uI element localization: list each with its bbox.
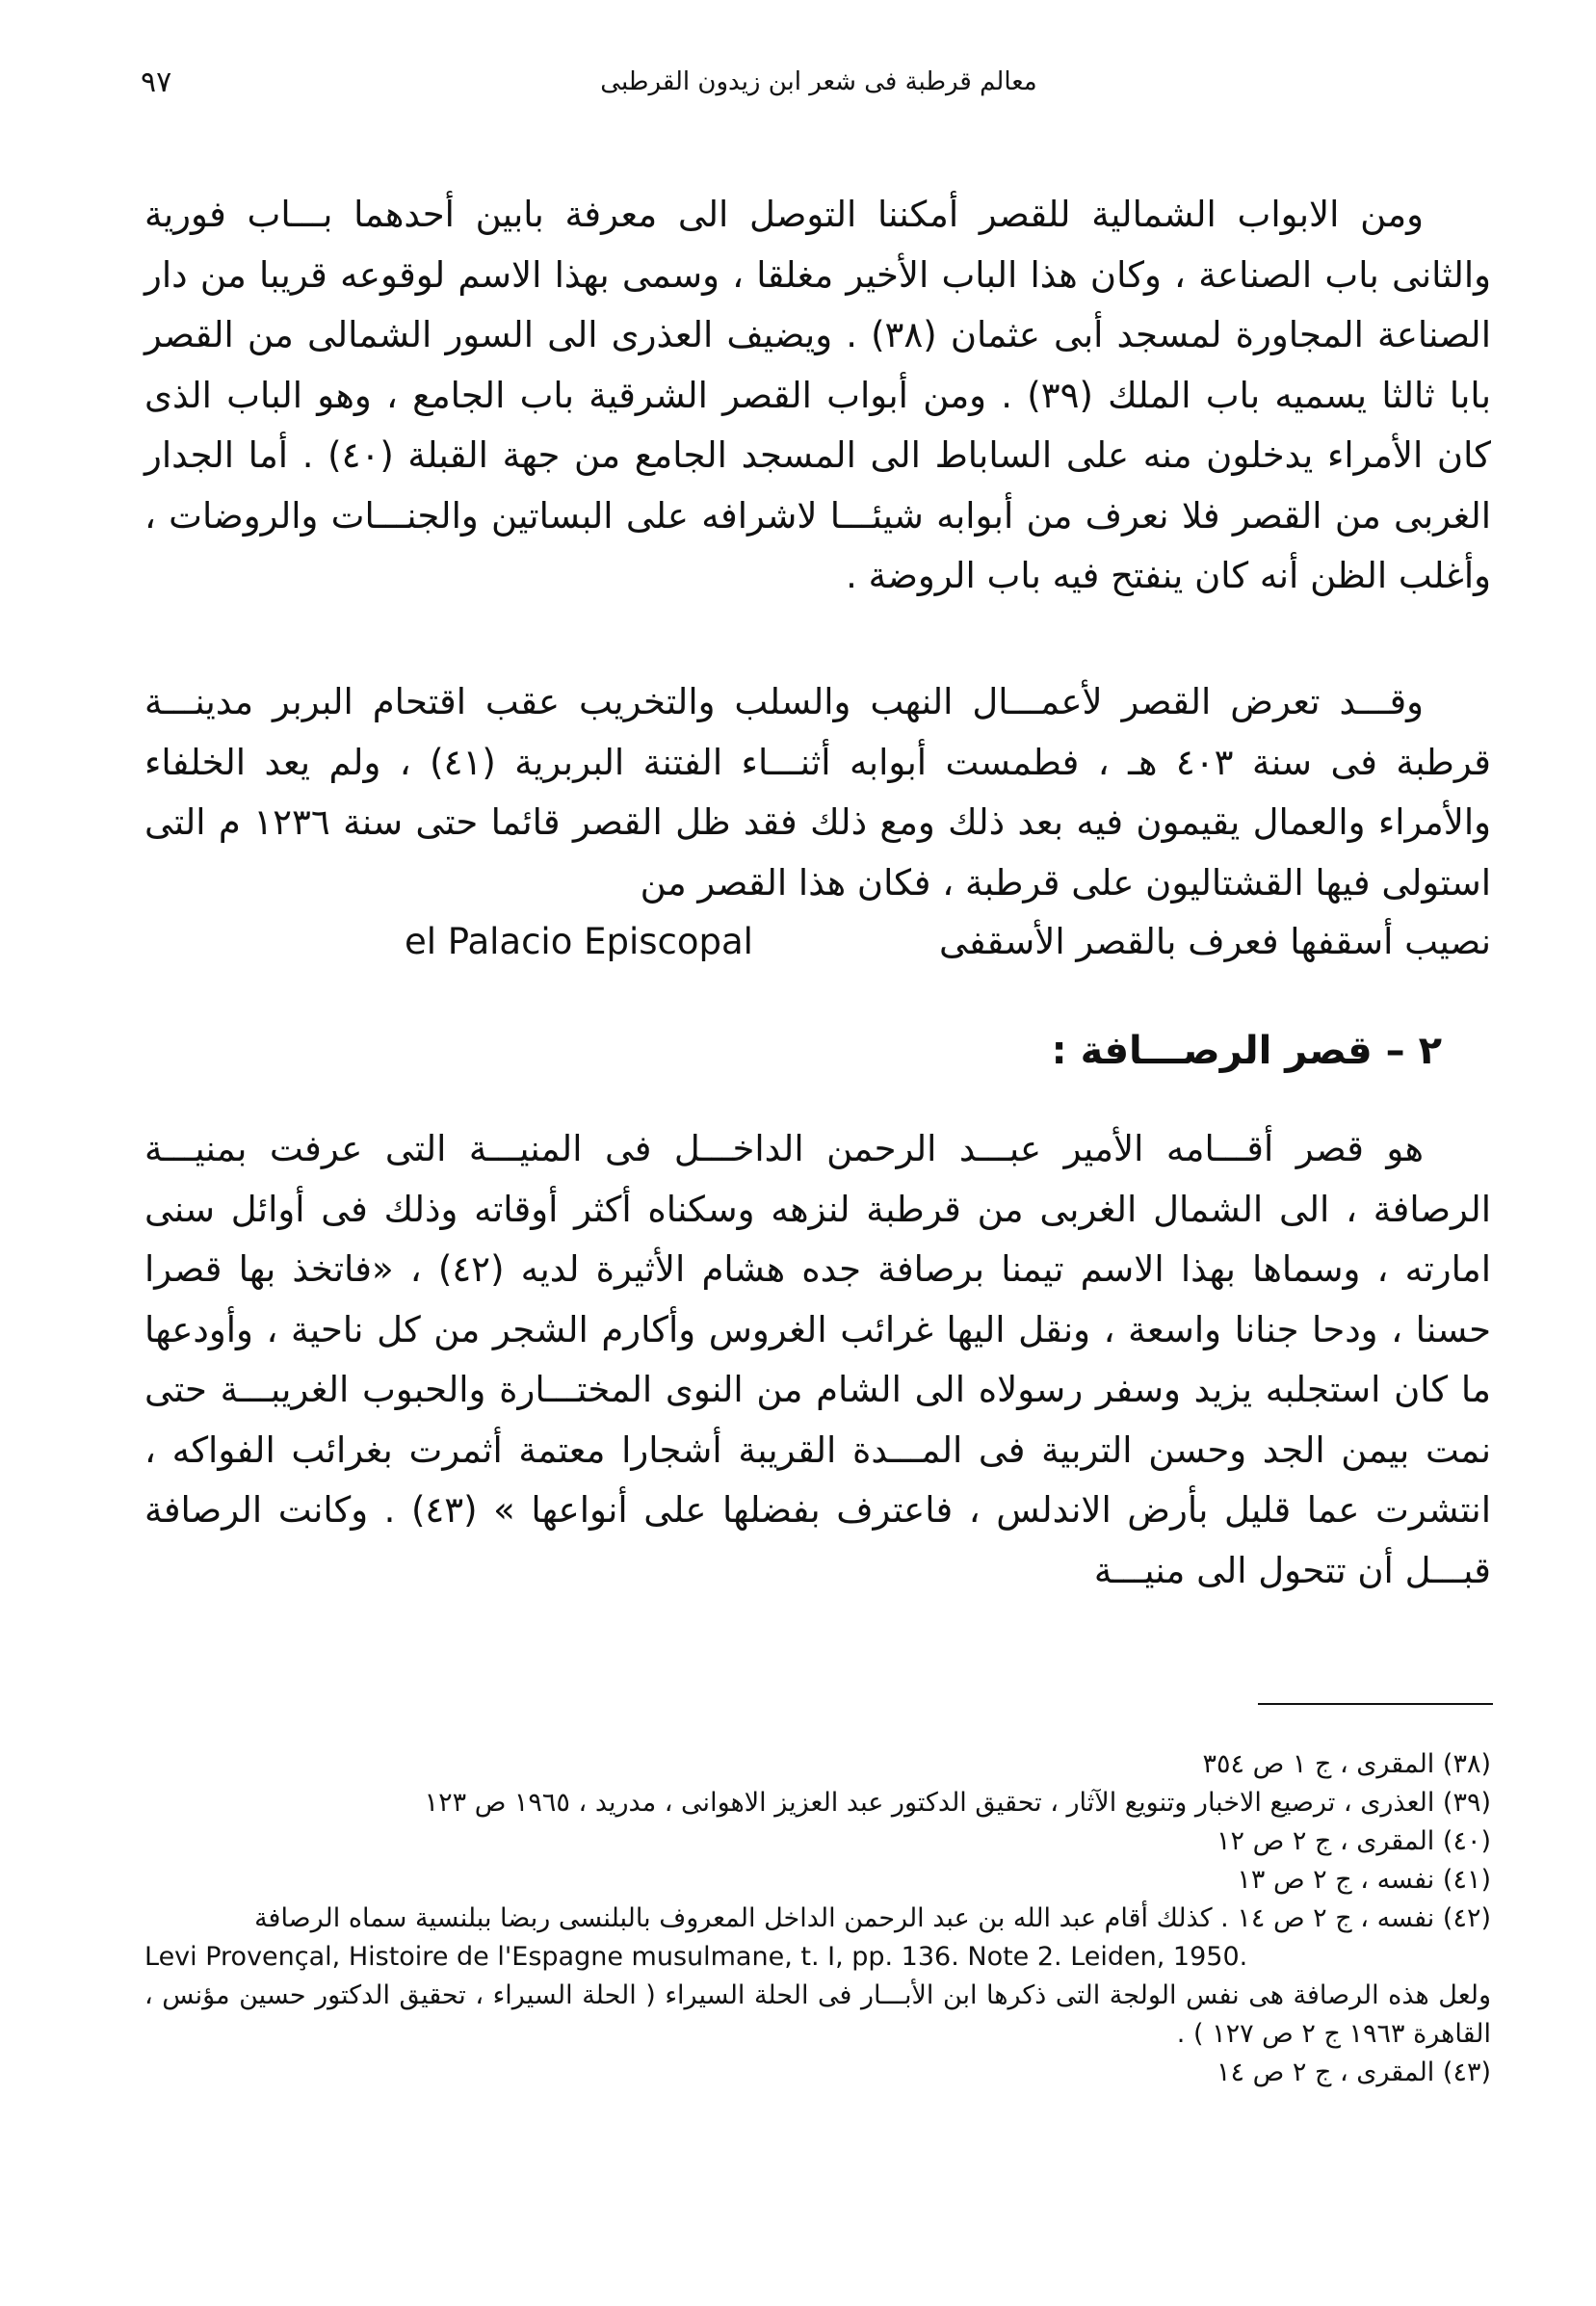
paragraph-text: وقـــد تعرض القصر لأعمـــال النهب والسلب والتخريب عقب اقتحام البربر مدينـــة قرطبة فى سنة ٤٠٣ هـ ، فطمست أبوابه أثنـــاء الفتنة البربرية (٤١) ، ولم يعد الخلفاء والأمراء والعمال يقيمون فيه بعد ذلك ومع ذلك فقد ظل القصر قائما حتى سنة ١٢٣٦ م التى استولى فيها القشتاليون على قرطبة ، فكان هذا القصر من [144,681,1491,904]
running-title: معالم قرطبة فى شعر ابن زيدون القرطبى [600,67,1037,96]
footnote-42: (٤٢) نفسه ، ج ٢ ص ١٤ . كذلك أقام عبد الله بن عبد الرحمن الداخل المعروف بالبلنسى ربضا ببلنسية سماه الرصافة [254,1903,1491,1933]
footnote-38: (٣٨) المقرى ، ج ١ ص ٣٥٤ [1202,1749,1491,1779]
footnote-42-reference: Levi Provençal, Histoire de l'Espagne musulmane, t. I, pp. 136. Note 2. Leiden, 1950. [144,1942,1248,1972]
paragraph-text: ومن الابواب الشمالية للقصر أمكننا التوصل الى معرفة بابين أحدهما بـــاب فورية والثانى باب الصناعة ، وكان هذا الباب الأخير مغلقا ، وسمى بهذا الاسم لوقوعه قريبا من دار الصناعة المجاورة لمسجد أبى عثمان (٣٨) . ويضيف العذرى الى السور الشمالى من القصر بابا ثالثا يسميه باب الملك (٣٩) . ومن أبواب القصر الشرقية باب الجامع ، وهو الباب الذى كان الأمراء يدخلون منه على الساباط الى المسجد الجامع من جهة القبلة (٤٠) . أما الجدار الغربى من القصر فلا نعرف من أبوابه شيئـــا لاشرافه على البساتين والجنـــات والروضات ، وأغلب الظن أنه كان ينفتح فيه باب الروضة . [144,194,1491,596]
paragraph-north-gates [144,185,1491,607]
footnote-41: (٤١) نفسه ، ج ٢ ص ١٣ [1237,1865,1491,1895]
footnote-40: (٤٠) المقرى ، ج ٢ ص ١٢ [1217,1826,1491,1856]
paragraph-rusafa-palace [144,1119,1491,1601]
paragraph-text: هو قصر أقـــامه الأمير عبـــد الرحمن الداخـــل فى المنيـــة التى عرفت بمنيـــة الرصافة ، الى الشمال الغربى من قرطبة لنزهه وسكناه أكثر أوقاته وذلك فى أوائل سنى امارته ، وسماها بهذا الاسم تيمنا برصافة جده هشام الأثيرة لديه (٤٢) ، «فاتخذ بها قصرا حسنا ، ودحا جنانا واسعة ، ونقل اليها غرائب الغروس وأكارم الشجر من كل ناحية ، وأودعها ما كان استجلبه يزيد وسفر رسولاه الى الشام من النوى المختـــارة والحبوب الغريبـــة حتى نمت بيمن الجد وحسن التربية فى المـــدة القريبة أشجارا معتمة أثمرت بغرائب الفواكه ، انتشرت عما قليل بأرض الاندلس ، فاعترف بفضلها على أنواعها » (٤٣) . وكانت الرصافة قبـــل أن تتحول الى منيـــة [144,1128,1491,1591]
footnote-43: (٤٣) المقرى ، ج ٢ ص ١٤ [1217,2057,1491,2087]
page-number: ٩٧ [141,66,172,99]
paragraph-palace-fate [144,672,1491,913]
paragraph-last-line-latin: el Palacio Episcopal [405,921,753,962]
page-header [135,66,1503,123]
paragraph-last-line-arabic: نصيب أسقفها فعرف بالقصر الأسقفى [939,921,1491,962]
footnote-42-continuation: ولعل هذه الرصافة هى نفس الولجة التى ذكرها ابن الأبـــار فى الحلة السيراء ( الحلة السيراء ، تحقيق الدكتور حسين مؤنس ، القاهرة ١٩٦٣ ج ٢ ص ١٢٧ ) . [144,1980,1491,2049]
footnote-39: (٣٩) العذرى ، ترصيع الاخبار وتنويع الآثار ، تحقيق الدكتور عبد العزيز الاهوانى ، مدريد ، ١٩٦٥ ص ١٢٣ [424,1788,1491,1818]
footnotes [144,1745,1491,2092]
footnote-divider [1258,1703,1493,1705]
section-heading: ٢ – قصر الرصـــافة : [1051,1029,1442,1073]
paragraph-last-line [144,912,1491,972]
